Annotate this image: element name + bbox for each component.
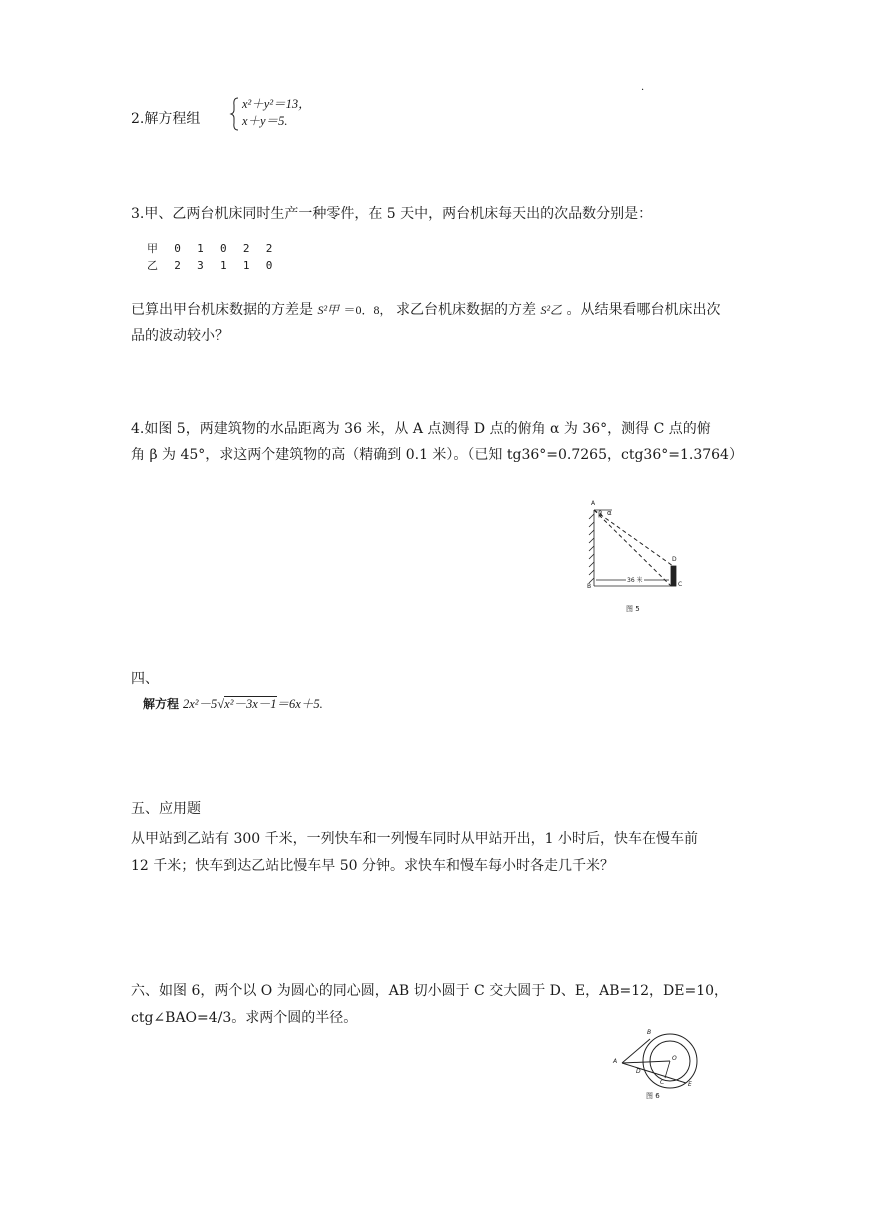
q4-line1: 4.如图 5，两建筑物的水品距离为 36 米，从 A 点测得 D 点的俯角 α 为 36°，测得 C 点的俯 <box>131 421 711 437</box>
fig6-label-o: O <box>672 1055 677 1062</box>
section-5-heading: 五、应用题 <box>131 801 201 817</box>
section-6-line1: 六、如图 6，两个以 O 为圆心的同心圆，AB 切小圆于 C 交大圆于 D、E，AB=12，DE=10， <box>131 983 729 999</box>
fig5-label-alpha: α <box>607 509 612 517</box>
section-6-line2: ctg∠BAO=4/3。求两个圆的半径。 <box>131 1010 358 1026</box>
q3-text-c: 。从结果看哪台机床出次 <box>566 302 721 318</box>
fig6-label-a: A <box>613 1058 618 1065</box>
section-5-line2: 12 千米；快车到达乙站比慢车早 50 分钟。求快车和慢车每小时各走几千米？ <box>131 858 614 874</box>
q3-text-a: 已算出甲台机床数据的方差是 <box>131 302 313 318</box>
q3-text-b: 求乙台机床数据的方差 <box>395 302 536 318</box>
q3-var-jia-value: ＝0．8， <box>343 303 392 317</box>
fig5-label-c: C <box>678 581 683 588</box>
figure-6 <box>610 1028 710 1103</box>
q3-var-yi-symbol: S²乙 <box>540 303 563 317</box>
fig5-label-beta: β <box>598 510 603 518</box>
q4-line2: 角 β 为 45°，求这两个建筑物的高（精确到 0.1 米）。（已知 tg36°=0.7265，ctg36°=1.3764） <box>131 447 743 463</box>
figure-5 <box>582 500 692 620</box>
q2-equation-system <box>230 96 330 132</box>
q3-line2 <box>131 297 721 323</box>
fig5-label-b: B <box>587 583 592 590</box>
fig5-label-a: A <box>591 500 596 507</box>
figure-6-diagram <box>610 1028 710 1103</box>
q2-eq1: x²＋y²＝13， <box>242 97 311 111</box>
q2-eq2: x＋y＝5. <box>242 114 288 128</box>
q2-brace-icon <box>230 97 240 131</box>
fig6-label-e: E <box>688 1081 692 1088</box>
fig5-caption: 图 5 <box>626 605 640 613</box>
fig6-label-c: C <box>660 1079 665 1086</box>
q3-var-jia-symbol: S²甲 <box>317 303 340 317</box>
section-4-heading: 四、 <box>131 671 159 687</box>
section-4-equation: 解方程 2x²－5√x²－3x－1＝6x＋5. <box>143 697 323 711</box>
q3-row-yi: 乙 2 3 1 1 0 <box>147 259 274 272</box>
section-4-eq-left: 2x²－5 <box>183 697 218 711</box>
q3-line1: 3.甲、乙两台机床同时生产一种零件，在 5 天中，两台机床每天出的次品数分别是： <box>131 206 653 222</box>
q3-row-jia: 甲 0 1 0 2 2 <box>147 242 274 255</box>
section-4-prefix: 解方程 <box>143 697 180 711</box>
section-4-eq-radicand: x²－3x－1 <box>224 697 277 711</box>
page-dot: · <box>641 85 645 96</box>
fig5-distance-label: 36 米 <box>627 577 643 584</box>
section-5-line1: 从甲站到乙站有 300 千米，一列快车和一列慢车同时从甲站开出，1 小时后，快车在慢车前 <box>131 831 698 847</box>
fig5-label-d: D <box>672 556 677 563</box>
fig6-caption: 图 6 <box>646 1092 660 1100</box>
fig6-label-b: B <box>647 1029 652 1036</box>
section-4-eq-right: ＝6x＋5. <box>276 697 323 711</box>
q2-label: 2.解方程组 <box>131 111 201 127</box>
fig6-label-d: D <box>636 1068 641 1075</box>
q3-line3: 品的波动较小？ <box>131 328 229 344</box>
